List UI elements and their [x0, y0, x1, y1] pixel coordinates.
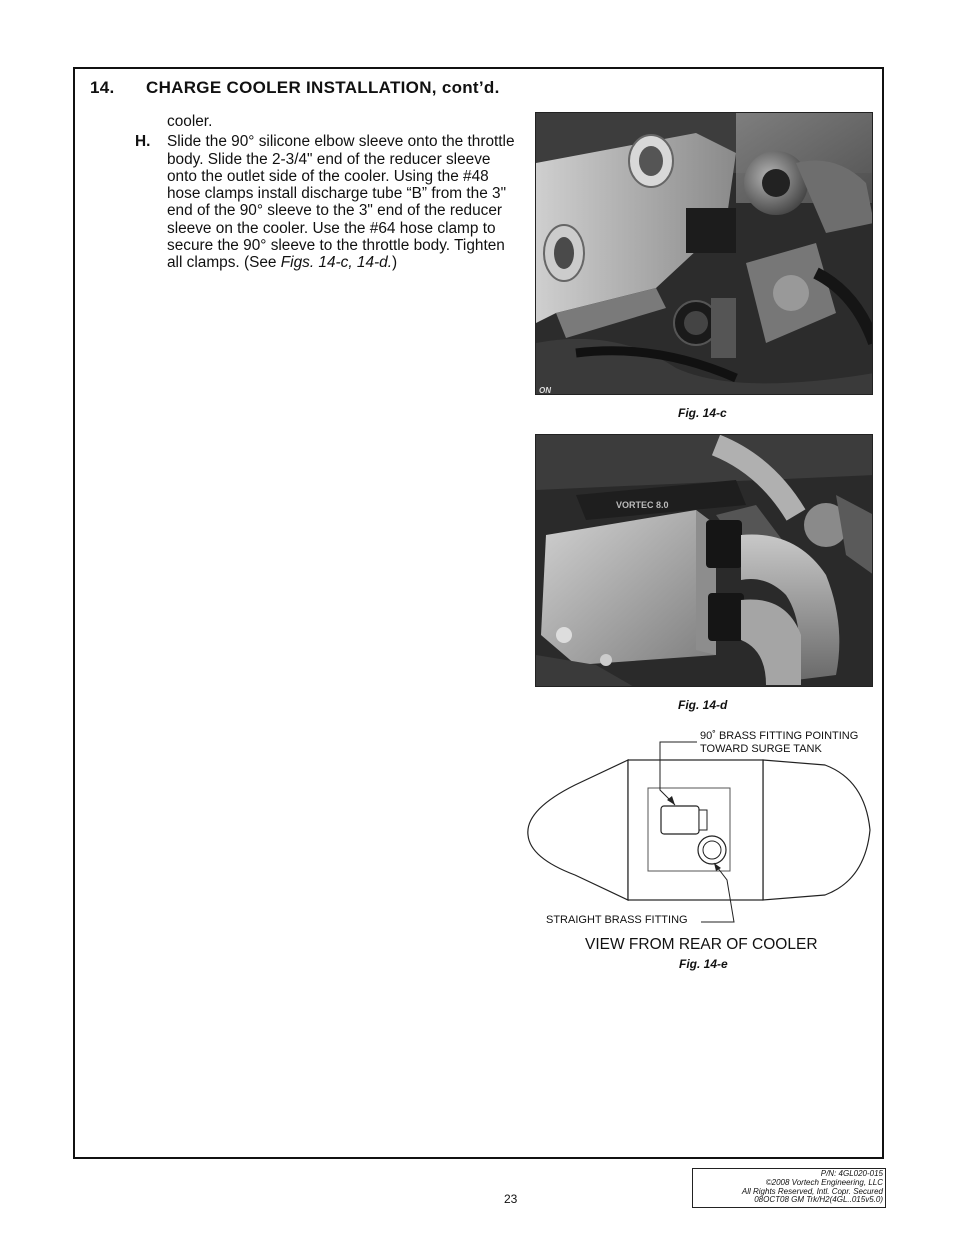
photo-fig-14d — [535, 434, 873, 687]
fitting-label-90 — [700, 730, 858, 756]
step-letter: H. — [135, 133, 151, 151]
page-number: 23 — [504, 1192, 518, 1206]
fitting-label-straight: STRAIGHT BRASS FITTING — [546, 914, 688, 926]
part-number-box — [692, 1168, 886, 1208]
fitting-label-90-line1: 90˚ BRASS FITTING POINTING — [700, 730, 859, 742]
copyright: ©2008 Vortech Engineering, LLC — [765, 1177, 883, 1187]
continued-text: cooler. — [167, 113, 213, 130]
rights: All Rights Reserved, Intl. Copr. Secured — [741, 1186, 883, 1196]
step-close: ) — [391, 254, 398, 272]
section-number: 14. — [90, 78, 115, 97]
figure-caption-d: Fig. 14-d — [678, 698, 728, 712]
step-body: Slide the 90° silicone elbow sleeve onto the throttle body. Slide the 2-3/4" end of the reducer sleeve onto the outlet side of the cooler. Using the #48 hose clamps install discharge tube “B” from the 3" end of the 90° sleeve to the 3" end of the reducer sleeve on the cooler. Use the #64 hose clamp to secure the 90° sleeve to the throttle body. Tighten all clamps. (See — [167, 133, 515, 272]
engine-photo-d — [536, 435, 873, 687]
section-title: CHARGE COOLER INSTALLATION, cont’d. — [146, 78, 500, 97]
instructions-text — [135, 113, 520, 272]
fitting-label-90-line2: TOWARD SURGE TANK — [700, 743, 822, 755]
doc-revision: 08OCT08 GM Trk/H2(4GL..015v5.0) — [754, 1195, 883, 1205]
photo-corner-text: ON — [539, 386, 551, 395]
part-number: P/N: 4GL020-015 — [820, 1169, 883, 1178]
engine-cover-label: VORTEC 8.0 — [616, 500, 669, 510]
diagram-title: VIEW FROM REAR OF COOLER — [585, 936, 818, 953]
figure-caption-e: Fig. 14-e — [679, 957, 728, 971]
step-text — [167, 133, 520, 271]
photo-fig-14c — [535, 112, 873, 395]
step-figure-reference: Figs. 14-c, 14-d. — [280, 254, 392, 272]
section-heading — [90, 78, 500, 98]
figure-caption-c: Fig. 14-c — [678, 406, 727, 420]
engine-photo-c — [536, 113, 873, 395]
step-h — [135, 133, 520, 271]
